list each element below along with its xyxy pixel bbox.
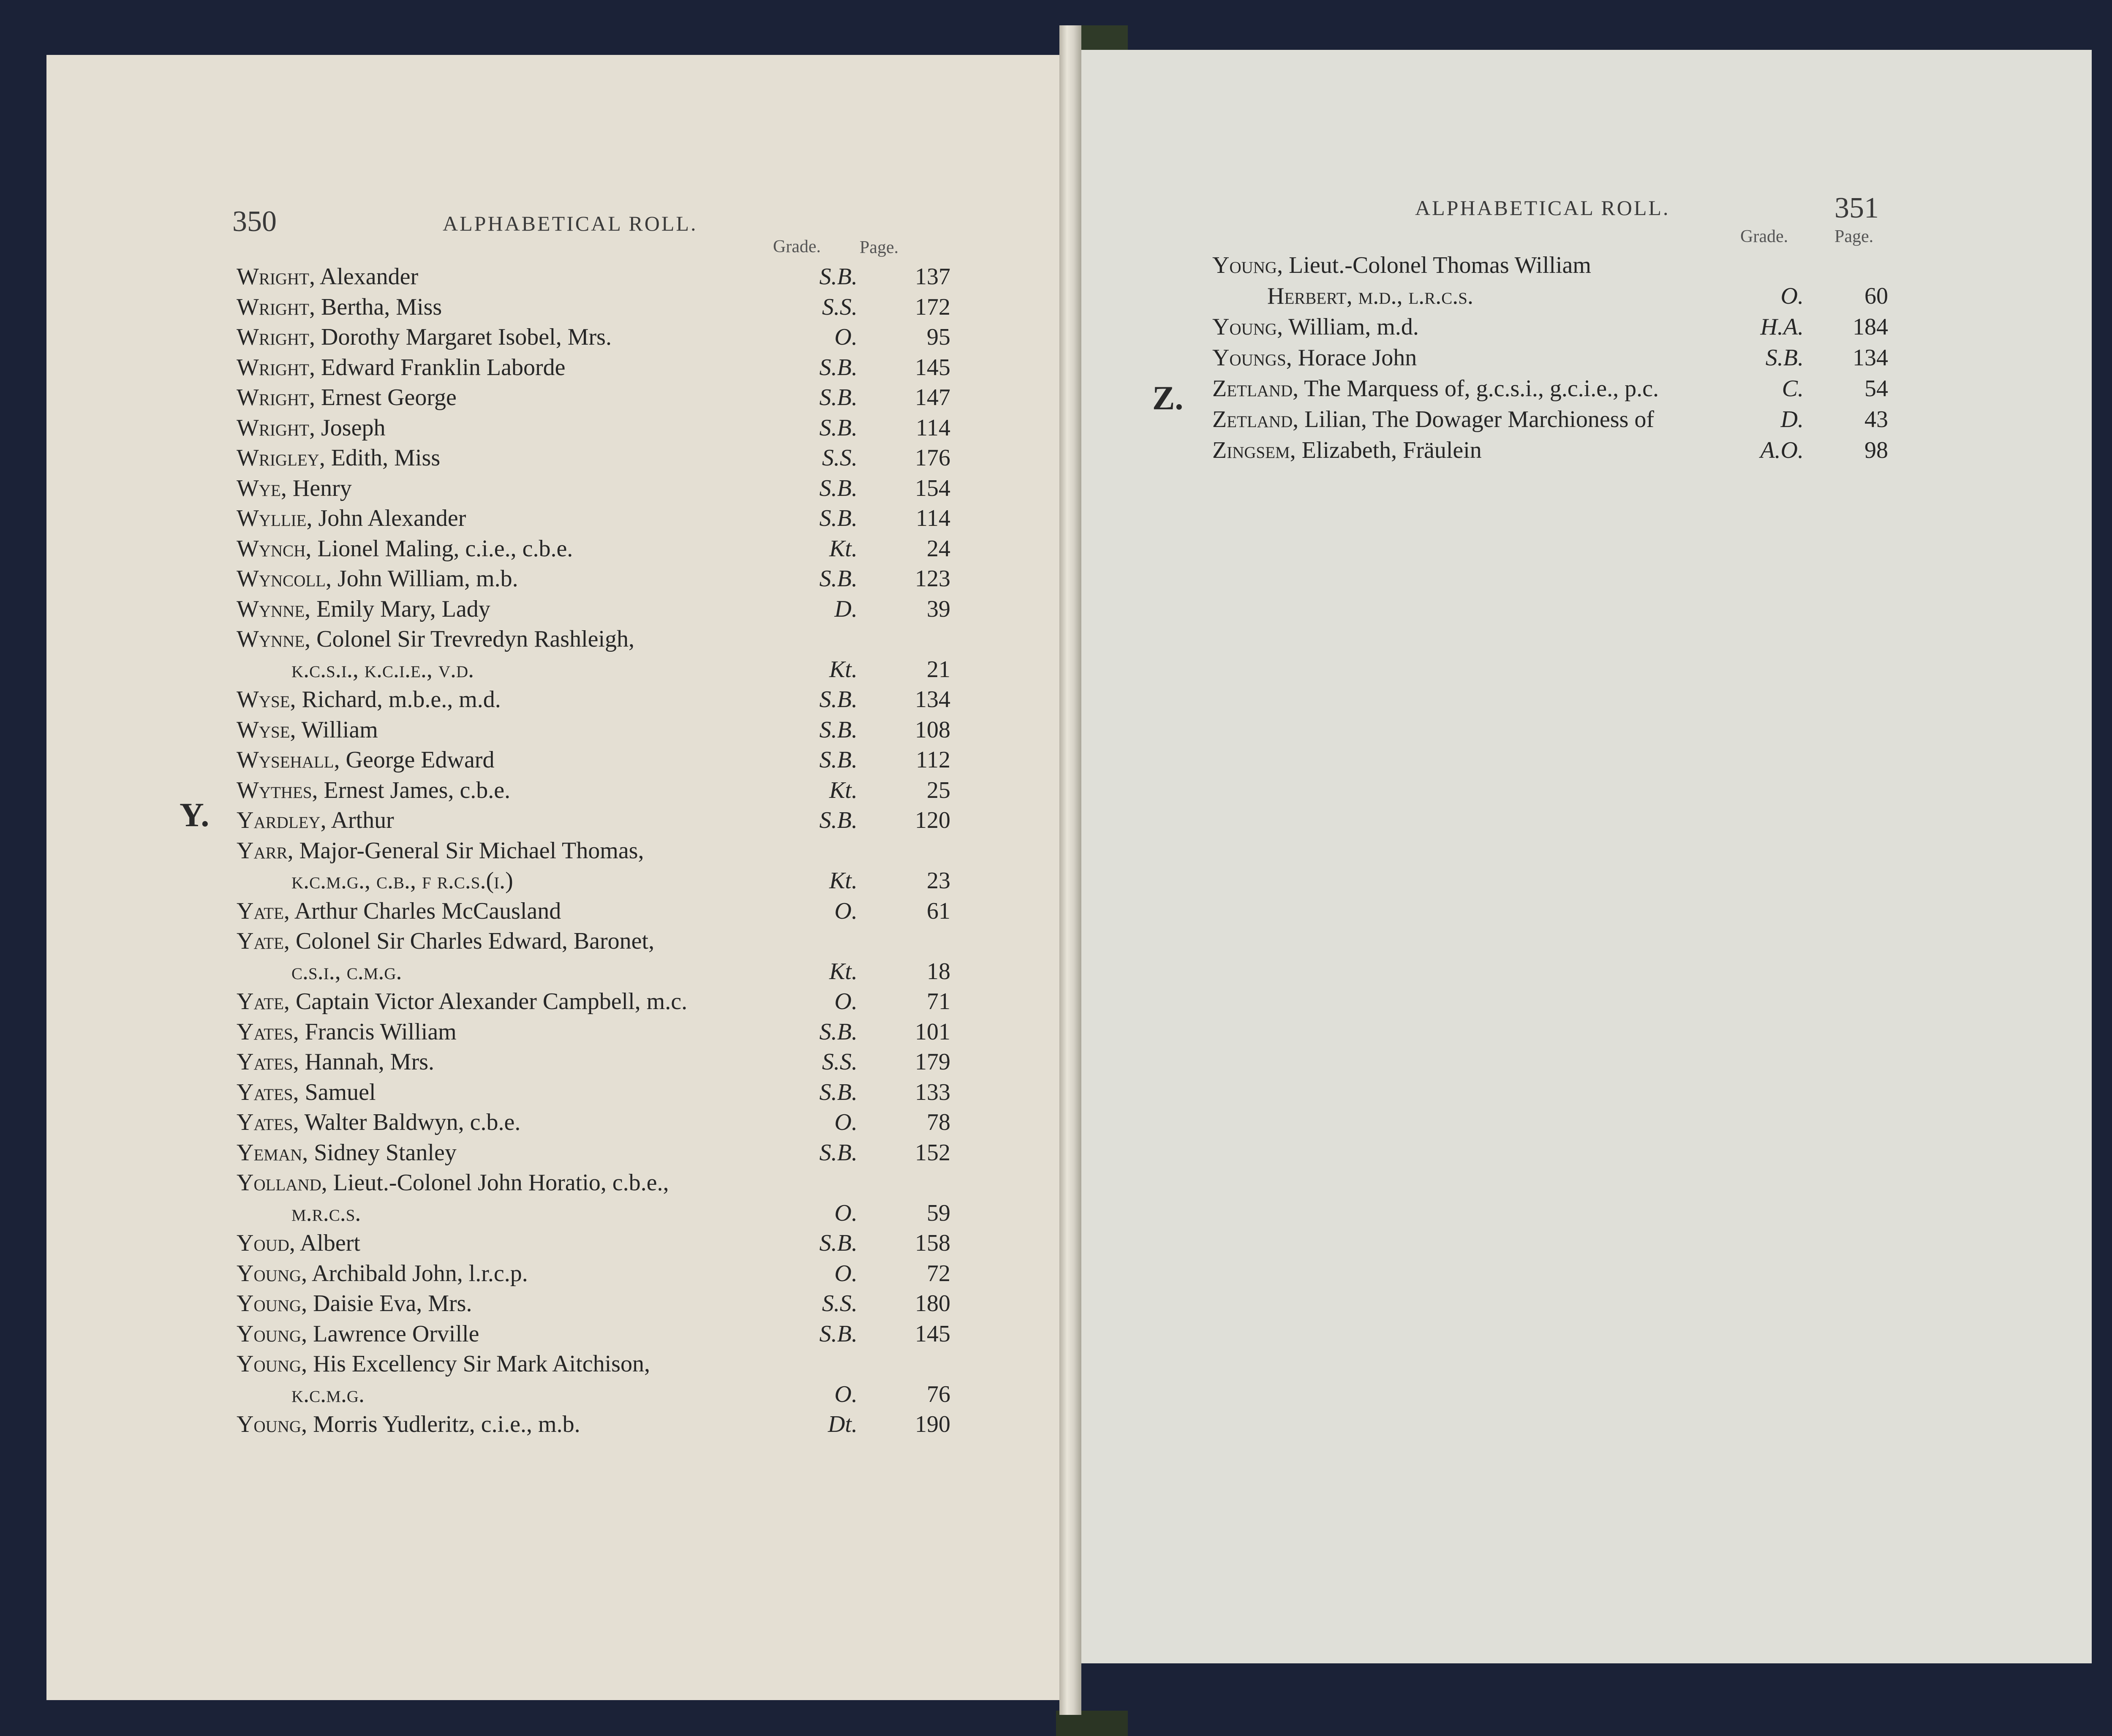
entry-grade: Kt. — [829, 656, 857, 683]
entry-grade: A.O. — [1760, 437, 1804, 463]
entry-name — [237, 1349, 650, 1379]
entry-page: 114 — [916, 414, 950, 441]
entry-name — [237, 1319, 479, 1349]
entry-surname: Wright, — [237, 294, 316, 320]
entry-grade: O. — [834, 1109, 857, 1135]
entry-page: 18 — [927, 958, 950, 985]
entry-grade: O. — [1780, 283, 1804, 309]
roll-entry — [1212, 250, 1888, 280]
roll-entry — [237, 1259, 950, 1288]
entry-given-names: Bertha, Miss — [315, 294, 442, 320]
entry-page: 134 — [1853, 345, 1888, 371]
entry-page: 180 — [915, 1290, 950, 1317]
entry-given-names: Colonel Sir Charles Edward, Baronet, — [289, 928, 655, 954]
entry-given-names: k.c.m.g. — [291, 1381, 365, 1407]
entry-grade: S.S. — [822, 445, 857, 471]
entry-name — [237, 564, 518, 593]
entry-given-names: Captain Victor Alexander Campbell, m.c. — [289, 988, 688, 1015]
entry-name — [291, 655, 474, 684]
entry-page: 172 — [915, 294, 950, 320]
entry-given-names: Elizabeth, Fräulein — [1296, 437, 1482, 463]
entry-surname: Wright, — [237, 384, 316, 411]
entry-grade: S.S. — [822, 294, 857, 320]
entry-name — [237, 926, 654, 956]
entry-surname: Wyllie, — [237, 505, 313, 531]
entry-surname: Young, — [1212, 252, 1283, 278]
book-gutter — [1059, 25, 1081, 1715]
roll-entry — [237, 413, 950, 443]
entry-page: 59 — [927, 1200, 950, 1226]
entry-given-names: Albert — [295, 1230, 360, 1256]
entry-surname: Wyse, — [237, 716, 296, 743]
entry-given-names: Hannah, Mrs. — [299, 1049, 435, 1075]
entry-given-names: Henry — [286, 475, 352, 501]
entry-page: 147 — [915, 384, 950, 411]
entry-page: 21 — [927, 656, 950, 683]
section-letter: Y. — [180, 797, 210, 834]
entry-name — [1212, 435, 1482, 465]
entry-grade: S.B. — [819, 414, 857, 441]
entry-page: 72 — [927, 1260, 950, 1287]
entry-given-names: Ernest George — [315, 384, 457, 411]
entry-name — [237, 353, 566, 382]
entry-surname: Zetland, — [1212, 375, 1299, 402]
entry-surname: Wright, — [237, 264, 316, 290]
entry-grade: S.B. — [819, 747, 857, 773]
entry-name — [237, 534, 573, 563]
roll-entry — [237, 383, 950, 412]
roll-entry — [237, 987, 950, 1016]
entry-given-names: Francis William — [299, 1018, 457, 1045]
entry-name — [237, 715, 378, 745]
roll-entry — [237, 1107, 950, 1137]
entry-given-names: Horace John — [1292, 345, 1417, 371]
entry-name — [237, 685, 501, 714]
roll-entry — [1212, 312, 1888, 342]
entry-given-names: Edward Franklin Laborde — [315, 354, 566, 381]
roll-entry — [237, 1380, 950, 1409]
left-page — [46, 55, 1059, 1700]
entry-name — [237, 836, 644, 865]
entry-grade: S.B. — [819, 505, 857, 531]
entry-name — [237, 896, 561, 926]
roll-entry — [237, 443, 950, 473]
roll-entry — [237, 1168, 950, 1197]
roll-entry — [1212, 374, 1888, 403]
roll-entry — [237, 836, 950, 865]
entry-grade: H.A. — [1760, 314, 1804, 340]
entry-name — [237, 1078, 376, 1107]
entry-page: 95 — [927, 324, 950, 350]
entry-name — [237, 503, 466, 533]
entry-grade: S.B. — [819, 354, 857, 381]
entry-surname: Wright, — [237, 414, 316, 441]
entry-given-names: Morris Yudleritz, c.i.e., m.b. — [307, 1411, 580, 1437]
entry-surname: Wynne, — [237, 596, 311, 622]
entry-surname: Youngs, — [1212, 345, 1292, 371]
roll-entry — [237, 745, 950, 775]
entry-given-names: Edith, Miss — [325, 445, 441, 471]
grade-column-header: Grade. — [773, 237, 821, 256]
entry-grade: O. — [834, 1381, 857, 1407]
running-title: ALPHABETICAL ROLL. — [1415, 196, 1670, 220]
entry-page: 179 — [915, 1049, 950, 1075]
entry-surname: Young, — [237, 1351, 308, 1377]
entry-grade: S.B. — [819, 475, 857, 501]
running-title: ALPHABETICAL ROLL. — [443, 212, 698, 235]
entry-grade: S.B. — [819, 1230, 857, 1256]
entry-name — [237, 262, 418, 291]
roll-entry — [237, 805, 950, 835]
roll-entry — [237, 1319, 950, 1349]
entry-name — [1212, 343, 1417, 373]
entry-given-names: Daisie Eva, Mrs. — [307, 1290, 472, 1317]
roll-entry — [237, 503, 950, 533]
entry-name — [237, 322, 612, 352]
page-number: 351 — [1834, 192, 1879, 224]
entry-page: 98 — [1864, 437, 1888, 463]
entry-name — [237, 594, 490, 624]
entry-page: 114 — [916, 505, 950, 531]
entry-surname: Wythes, — [237, 777, 318, 803]
entry-page: 112 — [916, 747, 950, 773]
entry-grade: S.S. — [822, 1049, 857, 1075]
entry-name — [291, 1380, 365, 1409]
entry-page: 176 — [915, 445, 950, 471]
entry-surname: Wye, — [237, 475, 287, 501]
entry-name — [237, 413, 385, 443]
entry-name — [237, 624, 634, 654]
entry-given-names: Colonel Sir Trevredyn Rashleigh, — [310, 626, 635, 652]
entry-name — [291, 866, 513, 895]
entry-grade: S.B. — [1765, 345, 1804, 371]
entry-page: 145 — [915, 354, 950, 381]
entry-grade: C. — [1782, 375, 1804, 402]
entry-given-names: George Edward — [340, 747, 495, 773]
entry-page: 158 — [915, 1230, 950, 1256]
entry-grade: Kt. — [829, 535, 857, 562]
entry-name — [237, 383, 457, 412]
entry-given-names: Lawrence Orville — [307, 1320, 479, 1347]
entry-name — [237, 1017, 457, 1047]
entry-name — [237, 1138, 457, 1167]
entry-page: 152 — [915, 1139, 950, 1166]
entry-page: 101 — [915, 1018, 950, 1045]
entry-given-names: John Alexander — [312, 505, 466, 531]
roll-entry — [1212, 281, 1888, 311]
entry-given-names: Emily Mary, Lady — [310, 596, 490, 622]
entry-surname: Wright, — [237, 324, 316, 350]
entry-given-names: c.s.i., c.m.g. — [291, 958, 402, 985]
entry-surname: Young, — [237, 1260, 308, 1287]
entry-given-names: Ernest James, c.b.e. — [318, 777, 511, 803]
entry-grade: Dt. — [828, 1411, 857, 1437]
roll-entry — [237, 262, 950, 291]
entry-name — [1212, 374, 1659, 403]
entry-grade: Kt. — [829, 958, 857, 985]
entry-surname: Wright, — [237, 354, 316, 381]
entry-page: 76 — [927, 1381, 950, 1407]
roll-entry — [237, 1228, 950, 1258]
roll-entry — [1212, 343, 1888, 373]
entry-surname: Zetland, — [1212, 406, 1299, 433]
entry-surname: Yates, — [237, 1079, 299, 1105]
entry-surname: Young, — [237, 1290, 308, 1317]
roll-entry — [237, 322, 950, 352]
entry-grade: D. — [1780, 406, 1804, 433]
entry-name — [237, 292, 442, 322]
entry-name — [291, 1198, 361, 1228]
roll-entry — [1212, 435, 1888, 465]
entry-grade: O. — [834, 1260, 857, 1287]
entry-page: 133 — [915, 1079, 950, 1105]
roll-entry — [237, 685, 950, 714]
entry-page: 145 — [915, 1320, 950, 1347]
roll-entry — [237, 534, 950, 563]
entry-given-names: Major-General Sir Michael Thomas, — [293, 837, 644, 864]
entry-given-names: Lieut.-Colonel John Horatio, c.b.e., — [327, 1170, 669, 1196]
entry-surname: Yates, — [237, 1018, 299, 1045]
entry-page: 71 — [927, 988, 950, 1015]
entry-name — [237, 1107, 520, 1137]
entry-grade: S.B. — [819, 566, 857, 592]
entry-given-names: John William, m.b. — [332, 566, 518, 592]
entry-surname: Yeman, — [237, 1139, 308, 1166]
roll-entry — [237, 1198, 950, 1228]
entry-name — [291, 957, 402, 986]
entry-given-names: m.r.c.s. — [291, 1200, 361, 1226]
roll-entry — [237, 292, 950, 322]
entry-grade: S.B. — [819, 264, 857, 290]
roll-entry — [237, 775, 950, 805]
entry-given-names: Lilian, The Dowager Marchioness of — [1298, 406, 1655, 433]
entry-grade: S.B. — [819, 1139, 857, 1166]
roll-entry — [237, 926, 950, 956]
page-column-header: Page. — [1834, 227, 1874, 246]
entry-name — [237, 1259, 528, 1288]
roll-entry — [237, 1078, 950, 1107]
entry-surname: Wrigley, — [237, 445, 325, 471]
grade-column-header: Grade. — [1740, 227, 1788, 246]
entry-page: 54 — [1864, 375, 1888, 402]
entry-given-names: Herbert, m.d., l.r.c.s. — [1267, 283, 1473, 309]
entry-name — [1212, 250, 1591, 280]
entry-name — [1267, 281, 1473, 311]
entry-surname: Wynch, — [237, 535, 312, 562]
roll-entry — [237, 624, 950, 654]
entry-grade: S.B. — [819, 1079, 857, 1105]
roll-entry — [237, 655, 950, 684]
entry-surname: Yate, — [237, 898, 290, 924]
entry-grade: S.S. — [822, 1290, 857, 1317]
entry-surname: Young, — [237, 1320, 308, 1347]
entry-given-names: Richard, m.b.e., m.d. — [296, 686, 501, 713]
entry-page: 39 — [927, 596, 950, 622]
section-letter: Z. — [1152, 380, 1184, 417]
entry-given-names: k.c.s.i., k.c.i.e., v.d. — [291, 656, 474, 683]
entry-grade: S.B. — [819, 384, 857, 411]
entry-surname: Wyse, — [237, 686, 296, 713]
entry-grade: O. — [834, 898, 857, 924]
entry-name — [237, 1047, 434, 1077]
entry-page: 60 — [1864, 283, 1888, 309]
entry-given-names: The Marquess of, g.c.s.i., g.c.i.e., p.c. — [1298, 375, 1659, 402]
entry-surname: Wyncoll, — [237, 566, 332, 592]
entry-grade: S.B. — [819, 686, 857, 713]
entry-grade: Kt. — [829, 777, 857, 803]
entry-given-names: Dorothy Margaret Isobel, Mrs. — [315, 324, 612, 350]
entry-given-names: k.c.m.g., c.b., f r.c.s.(i.) — [291, 868, 513, 894]
entry-grade: S.B. — [819, 807, 857, 833]
entry-grade: Kt. — [829, 868, 857, 894]
entry-name — [1212, 312, 1419, 342]
entry-page: 190 — [915, 1411, 950, 1437]
entry-page: 24 — [927, 535, 950, 562]
entry-given-names: Arthur — [326, 807, 394, 833]
roll-entry — [237, 1017, 950, 1047]
entry-given-names: Joseph — [315, 414, 386, 441]
roll-entry — [237, 957, 950, 986]
entry-name — [237, 1289, 472, 1318]
entry-name — [237, 775, 510, 805]
entry-surname: Yolland, — [237, 1170, 327, 1196]
entry-surname: Wynne, — [237, 626, 311, 652]
page-column-header: Page. — [860, 238, 899, 257]
roll-entry — [237, 473, 950, 503]
page-number: 350 — [232, 205, 277, 238]
entry-page: 123 — [915, 566, 950, 592]
entry-page: 61 — [927, 898, 950, 924]
entry-given-names: Alexander — [315, 264, 419, 290]
entry-surname: Yardley, — [237, 807, 327, 833]
entry-page: 154 — [915, 475, 950, 501]
entry-given-names: Lieut.-Colonel Thomas William — [1283, 252, 1591, 278]
roll-entry — [237, 1349, 950, 1379]
roll-entry — [237, 1138, 950, 1167]
entry-surname: Yates, — [237, 1109, 299, 1135]
roll-entry — [237, 1409, 950, 1439]
roll-entry — [237, 594, 950, 624]
entry-page: 78 — [927, 1109, 950, 1135]
entry-surname: Wysehall, — [237, 747, 340, 773]
entry-page: 134 — [915, 686, 950, 713]
roll-entry — [237, 715, 950, 745]
entry-page: 108 — [915, 716, 950, 743]
entry-surname: Youd, — [237, 1230, 295, 1256]
entry-given-names: Arthur Charles McCausland — [289, 898, 561, 924]
entry-given-names: Samuel — [299, 1079, 376, 1105]
entry-grade: D. — [834, 596, 857, 622]
roll-entry — [237, 896, 950, 926]
entry-page: 184 — [1853, 314, 1888, 340]
entry-surname: Yate, — [237, 928, 290, 954]
entry-name — [237, 1168, 669, 1197]
roll-entry — [1212, 405, 1888, 434]
roll-entry — [237, 866, 950, 895]
entry-name — [237, 987, 687, 1016]
entry-given-names: Lionel Maling, c.i.e., c.b.e. — [311, 535, 573, 562]
entry-name — [237, 745, 494, 775]
entry-grade: O. — [834, 324, 857, 350]
entry-name — [1212, 405, 1654, 434]
entry-given-names: Archibald John, l.r.c.p. — [307, 1260, 528, 1287]
entry-name — [237, 1409, 580, 1439]
entry-surname: Zingsem, — [1212, 437, 1296, 463]
entry-grade: S.B. — [819, 1018, 857, 1045]
right-page — [1081, 50, 2092, 1663]
roll-entry — [237, 1047, 950, 1077]
entry-page: 120 — [915, 807, 950, 833]
entry-name — [237, 473, 352, 503]
entry-given-names: William — [296, 716, 378, 743]
entry-given-names: His Excellency Sir Mark Aitchison, — [307, 1351, 650, 1377]
entry-surname: Yate, — [237, 988, 290, 1015]
entry-given-names: William, m.d. — [1283, 314, 1419, 340]
entry-surname: Young, — [237, 1411, 308, 1437]
entry-grade: S.B. — [819, 716, 857, 743]
entry-page: 43 — [1864, 406, 1888, 433]
roll-entry — [237, 353, 950, 382]
entry-given-names: Walter Baldwyn, c.b.e. — [299, 1109, 521, 1135]
entry-page: 25 — [927, 777, 950, 803]
entry-name — [237, 805, 394, 835]
entry-surname: Young, — [1212, 314, 1283, 340]
entry-name — [237, 443, 440, 473]
entry-name — [237, 1228, 360, 1258]
entry-surname: Yarr, — [237, 837, 294, 864]
roll-entry — [237, 1289, 950, 1318]
entry-page: 23 — [927, 868, 950, 894]
entry-grade: O. — [834, 1200, 857, 1226]
entry-grade: S.B. — [819, 1320, 857, 1347]
entry-page: 137 — [915, 264, 950, 290]
entry-grade: O. — [834, 988, 857, 1015]
entry-surname: Yates, — [237, 1049, 299, 1075]
entry-given-names: Sidney Stanley — [308, 1139, 457, 1166]
roll-entry — [237, 564, 950, 593]
